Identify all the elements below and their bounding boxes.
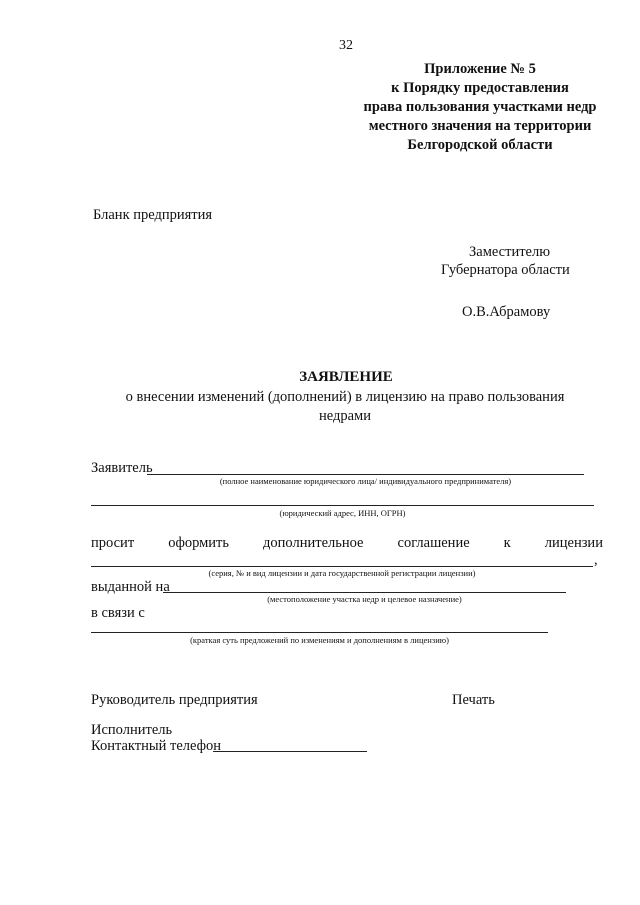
request-word: лицензии	[544, 535, 603, 551]
appendix-line: местного значения на территории	[368, 118, 592, 134]
reason-label: в связи с	[91, 605, 145, 621]
subtitle-line1: о внесении изменений (дополнений) в лицензию на право пользования	[125, 389, 565, 405]
document-title: ЗАЯВЛЕНИЕ	[299, 369, 393, 385]
blank-label: Бланк предприятия	[93, 207, 213, 223]
appendix-line: Белгородской области	[407, 137, 553, 153]
request-word: просит	[91, 535, 135, 551]
applicant-label: Заявитель	[91, 460, 153, 476]
document-subtitle	[100, 388, 590, 426]
address-field-line[interactable]	[91, 505, 594, 506]
executor-label: Исполнитель	[91, 722, 173, 738]
page-number: 32	[339, 38, 353, 53]
head-label: Руководитель предприятия	[91, 692, 258, 708]
request-word: к	[503, 535, 511, 551]
addressee-name: О.В.Абрамову	[462, 304, 551, 320]
appendix-line: Приложение № 5	[424, 61, 536, 77]
request-word: оформить	[168, 535, 229, 551]
phone-field-line[interactable]	[213, 751, 367, 752]
license-caption: (серия, № и вид лицензии и дата государственной регистрации лицензии)	[208, 568, 476, 578]
reason-field-line[interactable]	[91, 632, 548, 633]
appendix-line: права пользования участками недр	[363, 99, 597, 115]
request-word: соглашение	[397, 535, 470, 551]
license-field-line[interactable]	[91, 566, 593, 567]
applicant-field-line[interactable]	[147, 474, 584, 475]
request-word: дополнительное	[263, 535, 364, 551]
appendix-line: к Порядку предоставления	[391, 80, 569, 96]
phone-label: Контактный телефон	[91, 738, 222, 754]
stamp-label: Печать	[452, 692, 495, 708]
address-caption: (юридический адрес, ИНН, ОГРН)	[279, 508, 406, 518]
reason-caption: (краткая суть предложений по изменениям и дополнениям в лицензию)	[190, 635, 449, 645]
addressee-line2: Губернатора области	[441, 262, 570, 278]
license-comma: ,	[594, 552, 598, 568]
subtitle-line2: недрами	[318, 408, 371, 424]
issued-caption: (местоположение участка недр и целевое назначение)	[267, 594, 462, 604]
issued-field-line[interactable]	[163, 592, 566, 593]
applicant-caption: (полное наименование юридического лица/ индивидуального предпринимателя)	[219, 476, 512, 486]
appendix-header	[330, 60, 630, 155]
issued-label: выданной на	[91, 579, 170, 595]
addressee-line1: Заместителю	[469, 244, 551, 260]
request-sentence	[91, 535, 603, 552]
